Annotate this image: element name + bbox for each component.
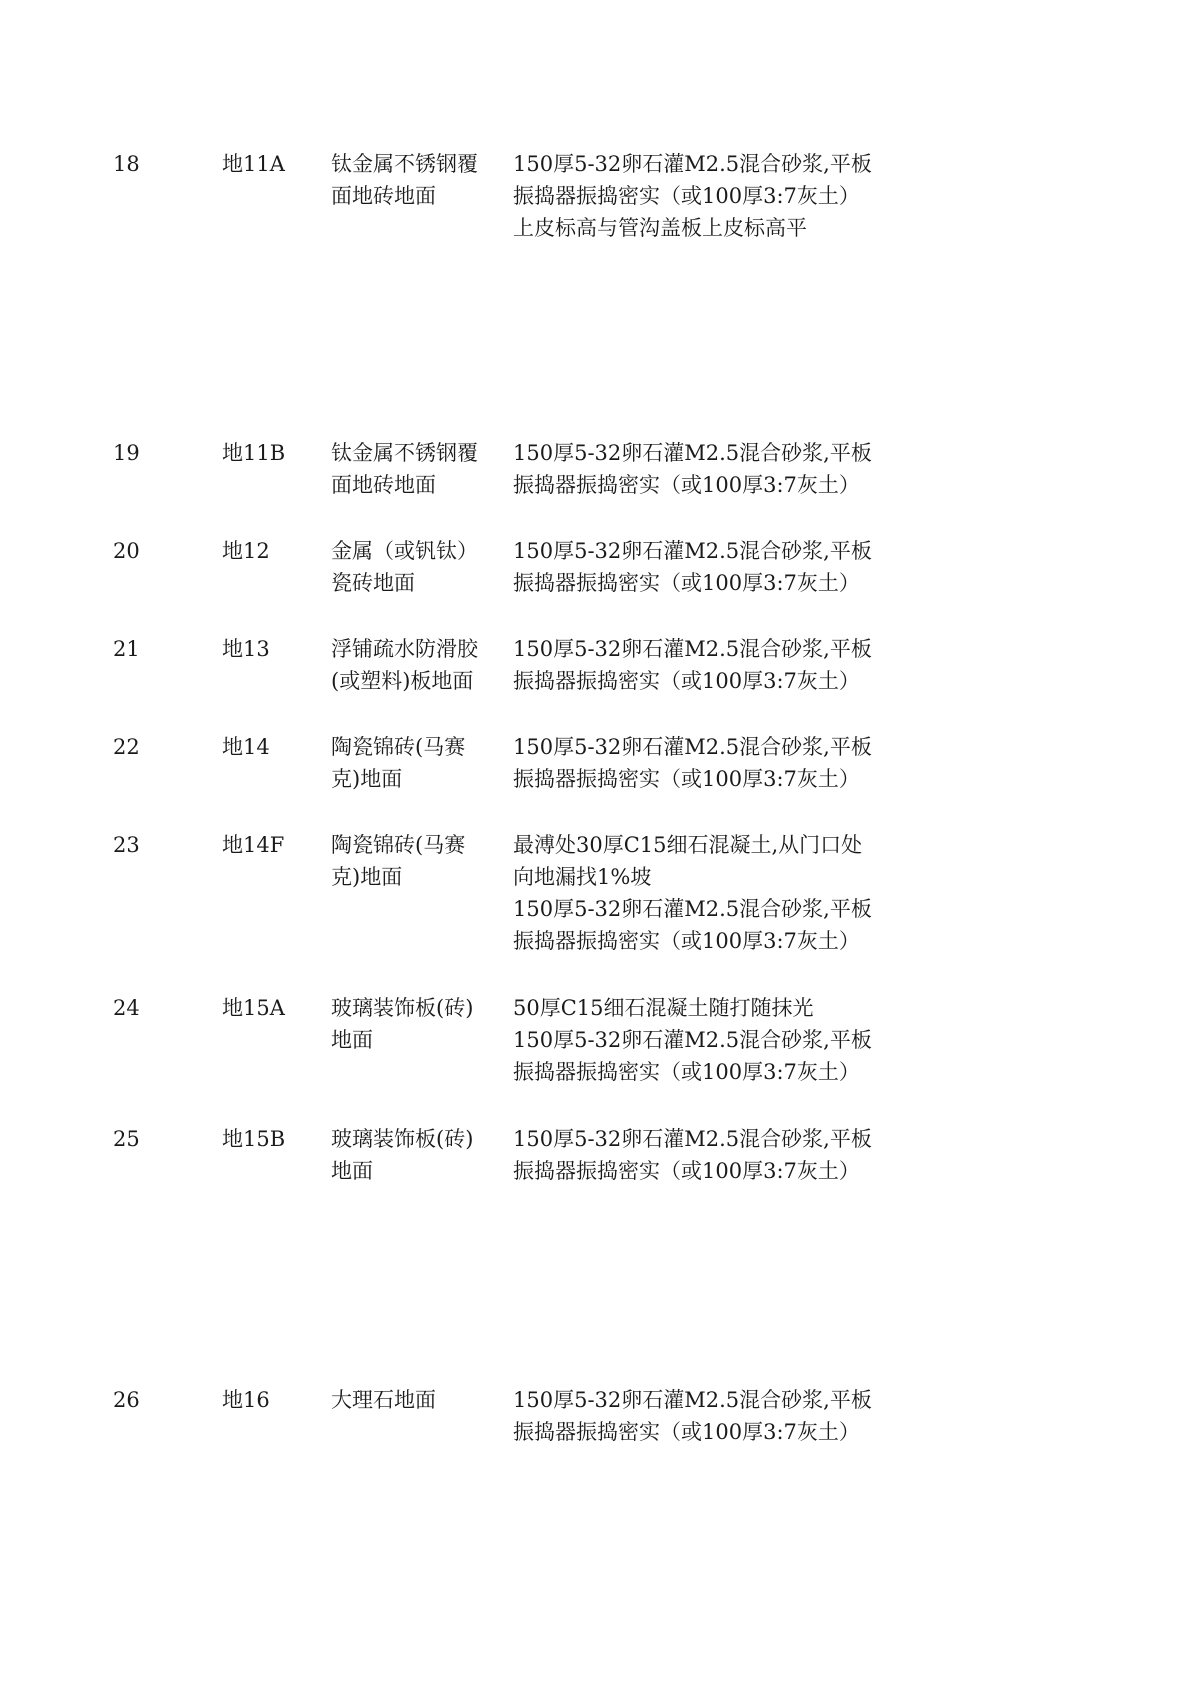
floor-code: 地13 [222,637,270,661]
row-number: 21 [113,637,140,661]
description-line: 振捣器振捣密实（或100厚3:7灰土） [513,1420,860,1444]
description-line: 振捣器振捣密实（或100厚3:7灰土） [513,669,860,693]
row-number: 19 [113,441,140,465]
floor-code: 地11A [222,152,285,176]
row-number: 26 [113,1388,140,1412]
description-line: 向地漏找1%坡 [513,865,652,889]
floor-name [331,1123,473,1187]
floor-name-line: (或塑料)板地面 [331,669,474,693]
construction-description [513,633,872,697]
floor-code: 地14F [222,833,285,857]
row-number: 22 [113,735,140,759]
description-line: 振捣器振捣密实（或100厚3:7灰土） [513,571,860,595]
row-number: 18 [113,152,140,176]
floor-name [331,1384,436,1416]
description-line: 150厚5-32卵石灌M2.5混合砂浆,平板 [513,735,872,759]
description-line: 150厚5-32卵石灌M2.5混合砂浆,平板 [513,152,872,176]
description-line: 最溥处30厚C15细石混凝土,从门口处 [513,833,863,857]
floor-name-line: 地面 [331,1028,373,1052]
description-line: 150厚5-32卵石灌M2.5混合砂浆,平板 [513,441,872,465]
floor-name [331,829,465,893]
description-line: 150厚5-32卵石灌M2.5混合砂浆,平板 [513,1127,872,1151]
floor-name-line: 玻璃装饰板(砖) [331,1127,474,1151]
floor-name [331,731,465,795]
description-line: 振捣器振捣密实（或100厚3:7灰土） [513,767,860,791]
floor-name [331,535,478,599]
floor-name-line: 钛金属不锈钢覆 [331,152,478,176]
floor-name-line: 陶瓷锦砖(马赛 [331,833,466,857]
construction-description [513,1384,872,1448]
floor-name-line: 陶瓷锦砖(马赛 [331,735,466,759]
floor-name-line: 浮铺疏水防滑胶 [331,637,478,661]
description-line: 振捣器振捣密实（或100厚3:7灰土） [513,473,860,497]
description-line: 振捣器振捣密实（或100厚3:7灰土） [513,184,860,208]
floor-name-line: 金属（或钒钛） [331,539,478,563]
description-line: 50厚C15细石混凝土随打随抹光 [513,996,814,1020]
description-line: 150厚5-32卵石灌M2.5混合砂浆,平板 [513,637,872,661]
description-line: 振捣器振捣密实（或100厚3:7灰土） [513,1159,860,1183]
row-number: 23 [113,833,140,857]
floor-name-line: 克)地面 [331,767,403,791]
floor-name-line: 瓷砖地面 [331,571,415,595]
floor-name-line: 地面 [331,1159,373,1183]
construction-description [513,148,872,244]
construction-description [513,535,872,599]
floor-code: 地15A [222,996,285,1020]
description-line: 振捣器振捣密实（或100厚3:7灰土） [513,929,860,953]
row-number: 20 [113,539,140,563]
row-number: 25 [113,1127,140,1151]
construction-description [513,829,872,957]
floor-name-line: 面地砖地面 [331,473,436,497]
floor-name-line: 克)地面 [331,865,403,889]
floor-code: 地16 [222,1388,270,1412]
description-line: 150厚5-32卵石灌M2.5混合砂浆,平板 [513,897,872,921]
floor-name [331,992,473,1056]
floor-name [331,437,478,501]
floor-name-line: 大理石地面 [331,1388,436,1412]
construction-description [513,992,872,1088]
description-line: 150厚5-32卵石灌M2.5混合砂浆,平板 [513,539,872,563]
floor-code: 地12 [222,539,270,563]
description-line: 150厚5-32卵石灌M2.5混合砂浆,平板 [513,1028,872,1052]
description-line: 上皮标高与管沟盖板上皮标高平 [513,216,807,240]
floor-code: 地15B [222,1127,286,1151]
floor-code: 地14 [222,735,270,759]
construction-description [513,1123,872,1187]
floor-name-line: 钛金属不锈钢覆 [331,441,478,465]
construction-description [513,437,872,501]
floor-name-line: 面地砖地面 [331,184,436,208]
floor-code: 地11B [222,441,286,465]
floor-name-line: 玻璃装饰板(砖) [331,996,474,1020]
floor-name [331,633,478,697]
description-line: 振捣器振捣密实（或100厚3:7灰土） [513,1060,860,1084]
row-number: 24 [113,996,140,1020]
floor-name [331,148,478,212]
construction-description [513,731,872,795]
description-line: 150厚5-32卵石灌M2.5混合砂浆,平板 [513,1388,872,1412]
